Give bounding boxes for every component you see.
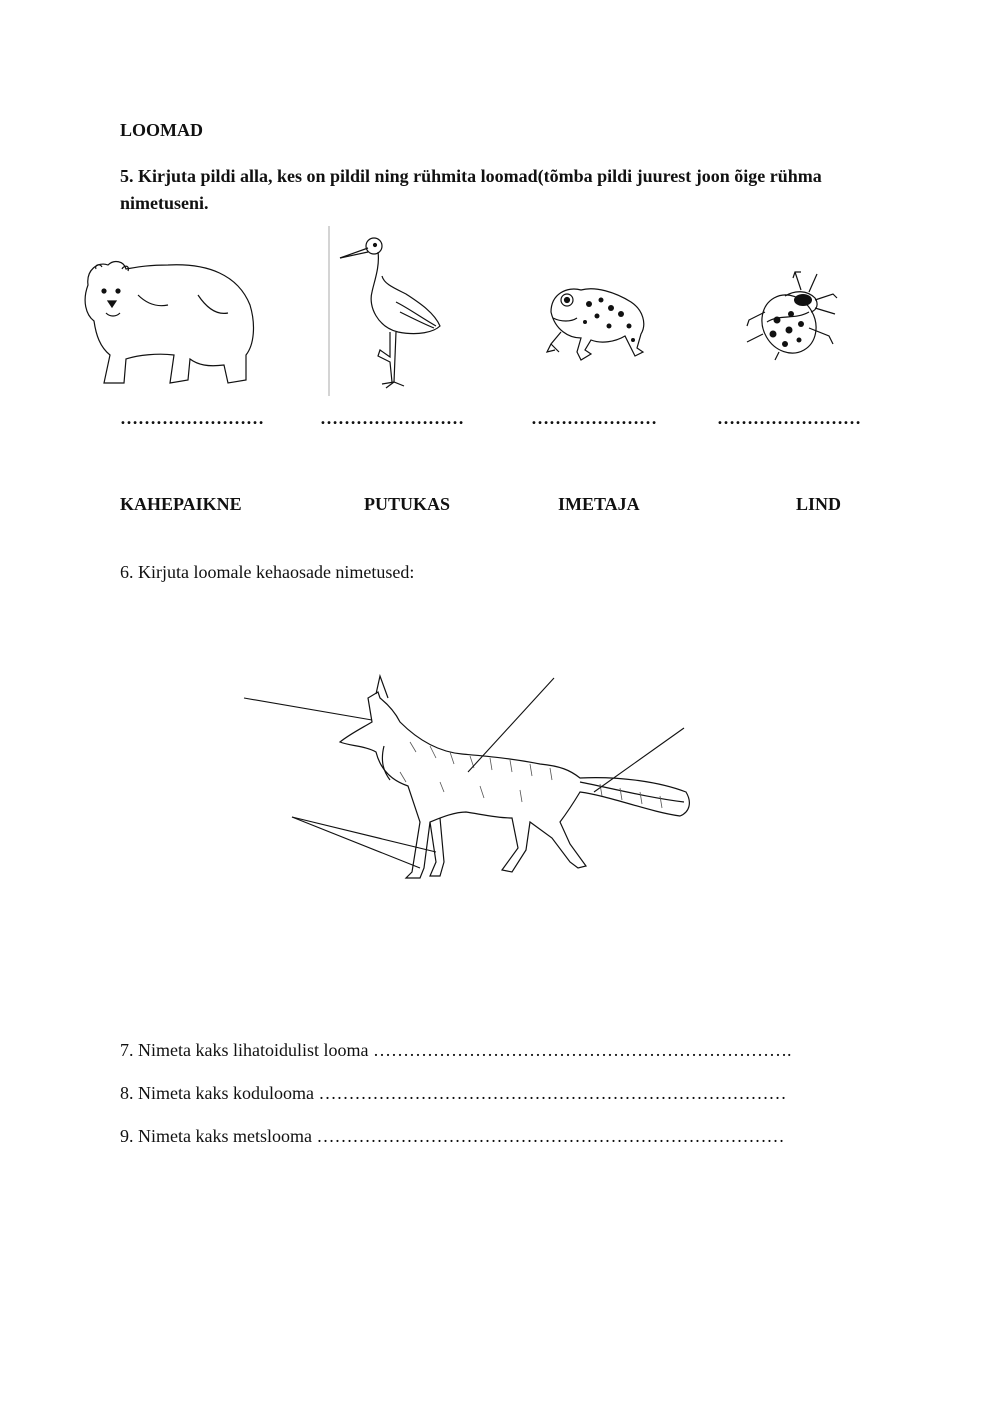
- bear-icon: [78, 255, 258, 395]
- answer-blank-4[interactable]: ……………………: [717, 408, 861, 428]
- question-8: 8. Nimeta kaks kodulooma ……………………………………………………………………: [120, 1083, 787, 1103]
- answer-blank-2[interactable]: ……………………: [320, 408, 464, 428]
- group-label-imetaja: IMETAJA: [558, 494, 640, 514]
- group-label-putukas: PUTUKAS: [364, 494, 451, 514]
- image-border: [328, 226, 330, 396]
- fox-icon: [240, 672, 700, 887]
- question-9: 9. Nimeta kaks metslooma ……………………………………………………………………: [120, 1126, 785, 1146]
- group-label-lind: LIND: [796, 494, 842, 514]
- question-7: 7. Nimeta kaks lihatoidulist looma …………………………………………………………….: [120, 1040, 792, 1060]
- frog-icon: [545, 282, 650, 367]
- answer-blank-1[interactable]: ……………………: [120, 408, 264, 428]
- answer-blank-3[interactable]: …………………: [531, 408, 657, 428]
- worksheet-title: LOOMAD: [120, 120, 203, 140]
- task-6-instruction: 6. Kirjuta loomale kehaosade nimetused:: [120, 562, 415, 582]
- stork-icon: [338, 232, 448, 392]
- group-label-kahepaikne: KAHEPAIKNE: [120, 494, 242, 514]
- ladybug-icon: [745, 268, 840, 363]
- task-5-instruction: 5. Kirjuta pildi alla, kes on pildil ning rühmita loomad(tõmba pildi juurest joon õige rühma nimetuseni.: [120, 166, 822, 213]
